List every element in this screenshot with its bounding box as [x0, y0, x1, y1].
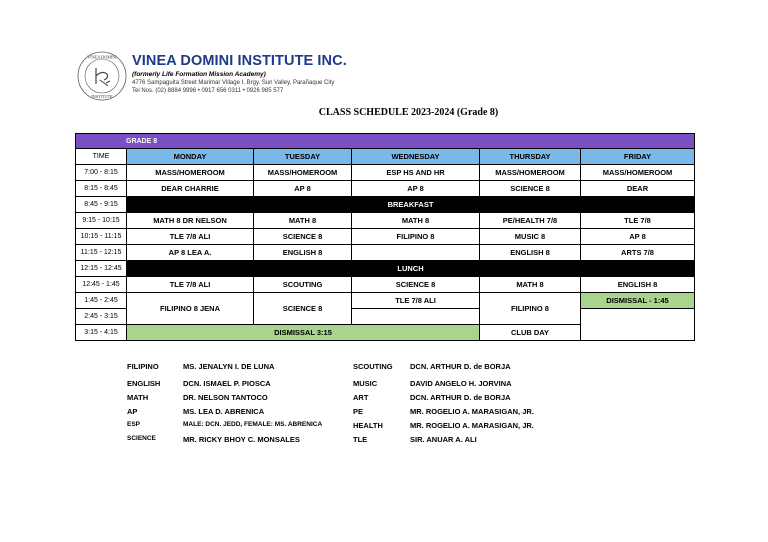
schedule-cell: MUSIC 8 [480, 229, 581, 245]
schedule-cell: FILIPINO 8 [352, 229, 480, 245]
schedule-cell: MATH 8 [480, 277, 581, 293]
schedule-cell: TLE 7/8 [581, 213, 695, 229]
schedule-cell: AP 8 [254, 181, 352, 197]
time-cell: 9:15 - 10:15 [76, 213, 127, 229]
svg-text:INSTITUTE: INSTITUTE [91, 94, 113, 99]
schedule-cell: TLE 7/8 ALI [127, 277, 254, 293]
club-day-cell: CLUB DAY [480, 325, 581, 341]
table-row [76, 293, 695, 309]
teacher-name: SIR. ANUAR A. ALI [410, 435, 477, 444]
header-row [76, 149, 695, 165]
teacher-name: DCN. ISMAEL P. PIOSCA [183, 379, 271, 388]
subject-label: HEALTH [353, 421, 383, 430]
school-telephone: Tel Nos. (02) 8884 9996 • 0917 656 0311 • 0926 985 577 [132, 88, 284, 94]
table-row [76, 229, 695, 245]
schedule-cell: FILIPINO 8 [480, 293, 581, 325]
schedule-cell: MATH 8 [254, 213, 352, 229]
time-cell: 2:45 - 3:15 [76, 309, 127, 325]
schedule-cell: SCIENCE 8 [254, 229, 352, 245]
schedule-table [75, 133, 695, 341]
teacher-name: MR. RICKY BHOY C. MONSALES [183, 435, 300, 444]
schedule-cell: ARTS 7/8 [581, 245, 695, 261]
subject-label: FILIPINO [127, 362, 159, 371]
dismissal-bar: DISMISSAL 3:15 [127, 325, 480, 341]
subject-label: TLE [353, 435, 368, 444]
subject-label: MATH [127, 393, 149, 402]
teacher-name: MS. JENALYN I. DE LUNA [183, 362, 275, 371]
schedule-title: CLASS SCHEDULE 2023-2024 (Grade 8) [318, 107, 499, 118]
schedule-cell: SCOUTING [254, 277, 352, 293]
school-seal-logo [76, 50, 128, 102]
teacher-name: MS. LEA D. ABRENICA [183, 407, 265, 416]
teacher-name: MR. ROGELIO A. MARASIGAN, JR. [410, 407, 534, 416]
schedule-cell: SCIENCE 8 [254, 293, 352, 325]
friday-dismissal-cell: DISMISSAL - 1:45 [581, 293, 695, 309]
time-cell: 11:15 - 12:15 [76, 245, 127, 261]
table-row [76, 213, 695, 229]
schedule-cell: MASS/HOMEROOM [127, 165, 254, 181]
col-header-friday: FRIDAY [581, 149, 695, 165]
grade-label: GRADE 8 [76, 134, 695, 149]
schedule-cell: FILIPINO 8 JENA [127, 293, 254, 325]
subject-label: MUSIC [353, 379, 378, 388]
time-cell: 12:45 - 1:45 [76, 277, 127, 293]
schedule-cell: SCIENCE 8 [480, 181, 581, 197]
schedule-cell: DEAR [581, 181, 695, 197]
schedule-cell [352, 245, 480, 261]
teacher-subject-list-right [353, 362, 393, 449]
school-former-name: (formerly Life Formation Mission Academy) [132, 71, 266, 78]
time-cell: 8:45 - 9:15 [76, 197, 127, 213]
teacher-name: DR. NELSON TANTOCO [183, 393, 268, 402]
teacher-name: DCN. ARTHUR D. de BORJA [410, 362, 511, 371]
subject-label: AP [127, 407, 138, 416]
subject-label: PE [353, 407, 364, 416]
schedule-cell: ENGLISH 8 [254, 245, 352, 261]
schedule-cell: MASS/HOMEROOM [480, 165, 581, 181]
time-cell: 12:15 - 12:45 [76, 261, 127, 277]
schedule-cell: SCIENCE 8 [352, 277, 480, 293]
schedule-cell: AP 8 [352, 181, 480, 197]
table-row [76, 277, 695, 293]
schedule-cell [581, 309, 695, 341]
teacher-name: DCN. ARTHUR D. de BORJA [410, 393, 511, 402]
schedule-cell: MASS/HOMEROOM [581, 165, 695, 181]
table-row [76, 245, 695, 261]
subject-label: SCIENCE [127, 435, 156, 442]
school-address: 4776 Sampaguita Street Marimar Village I, Brgy. Sun Valley, Parañaque City [132, 80, 335, 86]
table-row [76, 181, 695, 197]
lunch-bar: LUNCH [127, 261, 695, 277]
schedule-cell: MATH 8 [352, 213, 480, 229]
col-header-time: TIME [76, 149, 127, 165]
schedule-cell: MASS/HOMEROOM [254, 165, 352, 181]
col-header-wednesday: WEDNESDAY [352, 149, 480, 165]
table-row [76, 165, 695, 181]
schedule-cell: AP 8 LEA A. [127, 245, 254, 261]
schedule-cell [352, 309, 480, 325]
teacher-subject-list-left [127, 362, 160, 449]
schedule-cell: MATH 8 DR NELSON [127, 213, 254, 229]
subject-label: ART [353, 393, 369, 402]
schedule-cell: AP 8 [581, 229, 695, 245]
time-cell: 8:15 - 8:45 [76, 181, 127, 197]
col-header-thursday: THURSDAY [480, 149, 581, 165]
schedule-cell: TLE 7/8 ALI [127, 229, 254, 245]
teacher-name: MALE: DCN. JEDD, FEMALE: MS. ABRENICA [183, 421, 323, 428]
col-header-monday: MONDAY [127, 149, 254, 165]
schedule-cell: TLE 7/8 ALI [352, 293, 480, 309]
schedule-cell: PE/HEALTH 7/8 [480, 213, 581, 229]
teacher-name-list-left [183, 362, 322, 449]
col-header-tuesday: TUESDAY [254, 149, 352, 165]
schedule-cell: ENGLISH 8 [480, 245, 581, 261]
teacher-name-list-right [410, 362, 534, 449]
time-cell: 3:15 - 4:15 [76, 325, 127, 341]
subject-label: ESP [127, 421, 141, 428]
grade-row [76, 134, 695, 149]
time-cell: 10:15 - 11:15 [76, 229, 127, 245]
schedule-cell: ESP HS AND HR [352, 165, 480, 181]
school-name: VINEA DOMINI INSTITUTE INC. [132, 53, 347, 69]
teacher-name: DAVID ANGELO H. JORVINA [410, 379, 512, 388]
schedule-cell: DEAR CHARRIE [127, 181, 254, 197]
subject-label: ENGLISH [127, 379, 161, 388]
teacher-name: MR. ROGELIO A. MARASIGAN, JR. [410, 421, 534, 430]
breakfast-bar: BREAKFAST [127, 197, 695, 213]
table-row [76, 261, 695, 277]
schedule-cell: ENGLISH 8 [581, 277, 695, 293]
time-cell: 1:45 - 2:45 [76, 293, 127, 309]
svg-text:VINEA DOMINI: VINEA DOMINI [87, 54, 117, 60]
table-row [76, 197, 695, 213]
time-cell: 7:00 - 8:15 [76, 165, 127, 181]
subject-label: SCOUTING [353, 362, 393, 371]
